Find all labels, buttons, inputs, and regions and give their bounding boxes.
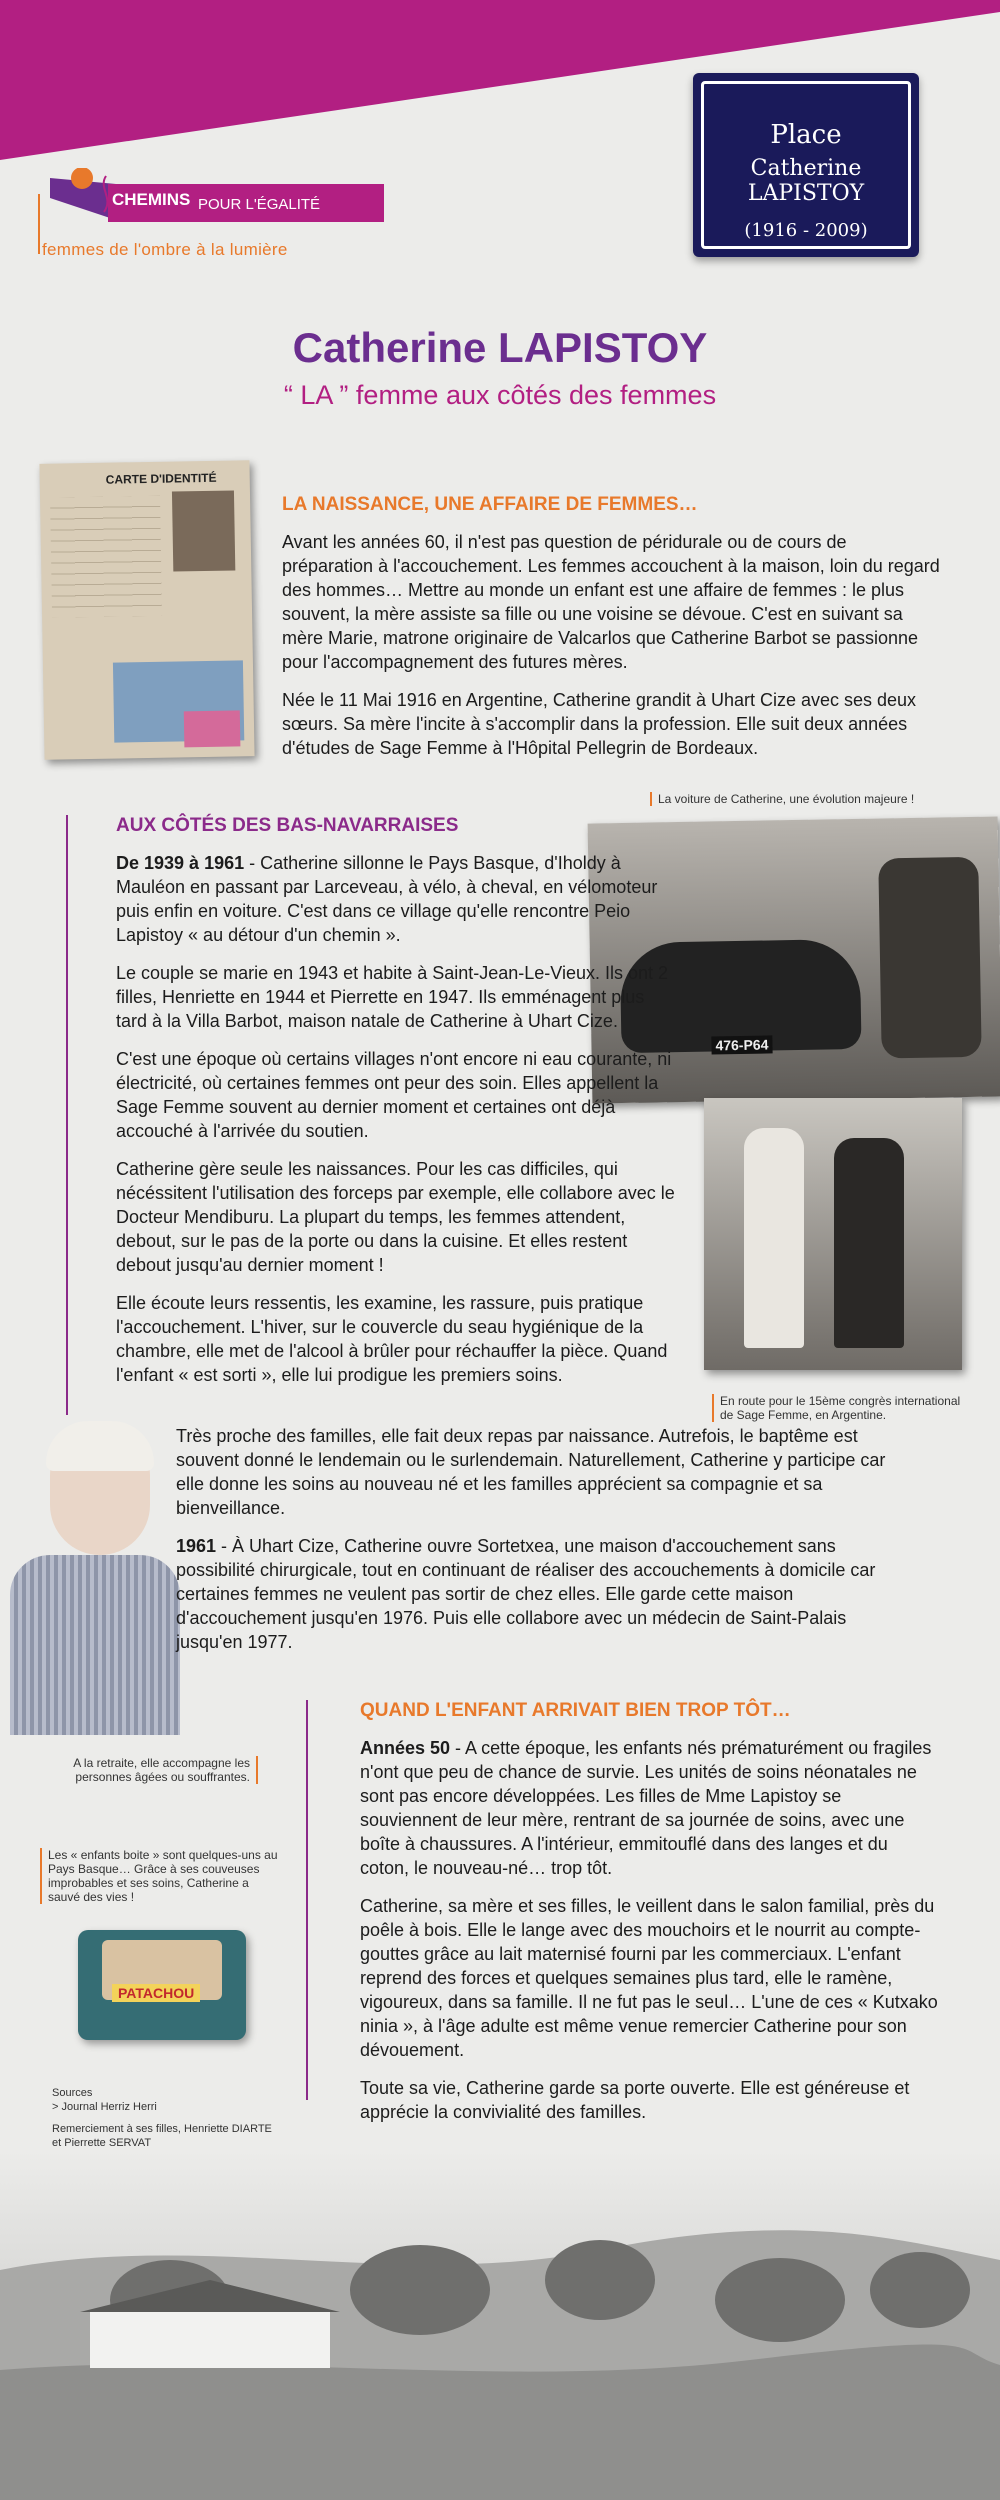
section2-p7: [176, 1534, 906, 1654]
section-birth-p2: Née le 11 Mai 1916 en Argentine, Catherine grandit à Uhart Cize avec ses deux sœurs. Sa mère l'incite à s'accomplir dans la profession. Elle suit deux années d'études de Sage Femme à l'Hôpital Pellegrin de Bordeaux.: [282, 690, 917, 758]
section2-p1-text: - Catherine sillonne le Pays Basque, d'Iholdy à Mauléon en passant par Larceveau, à vélo, à cheval, en vélomoteur puis enfin en voiture. C'est dans ce village qu'elle rencontre Peio Lapistoy « au détour d'un chemin ».: [116, 853, 658, 945]
landscape-image: [0, 2150, 1000, 2500]
section-birth: [282, 494, 942, 774]
box-label: PATACHOU: [112, 1984, 200, 2002]
logo-chemins: CHEMINS: [112, 190, 191, 209]
caption-portrait: A la retraite, elle accompagne les personnes âgées ou souffrantes.: [60, 1756, 258, 1784]
section3-p1: [360, 1736, 940, 1880]
section2-p7-bold: 1961: [176, 1536, 217, 1556]
congress-photo: [704, 1098, 962, 1370]
portrait-hair: [46, 1421, 154, 1471]
sign-line-2: Catherine LAPISTOY: [747, 156, 865, 206]
sign-line-3: (1916 - 2009): [744, 220, 868, 241]
section3-p3: Toute sa vie, Catherine garde sa porte ouverte. Elle est généreuse et apprécie la convivialité des familles.: [360, 2078, 910, 2122]
section3-heading: QUAND L'ENFANT ARRIVAIT BIEN TROP TÔT…: [360, 1700, 791, 1721]
section2-p5: Elle écoute leurs ressentis, les examine, les rassure, puis pratique l'accouchement. L'hiver, sur le couvercle du seau hygiénique de la chambre, elle met de l'alcool à brûler pour réchauffer la pièce. Quand l'enfant « est sorti », elle lui prodigue les premiers soins.: [116, 1293, 668, 1385]
woman-left: [744, 1128, 804, 1348]
woman-right: [834, 1138, 904, 1348]
caption-congress: En route pour le 15ème congrès international de Sage Femme, en Argentine.: [712, 1394, 970, 1422]
section3-p1-text: - A cette époque, les enfants nés prématurément ou fragiles n'ont que peu de chance de survie. Les unités de soins néonatales ne sont pas encore développées. Les filles de Mme Lapistoy se souviennent de leur mère, rentrant de sa journée de soins, avec une boîte à chaussures. A l'intérieur, emmitouflé dans des langes et du coton, le nouveau-né… trop tôt.: [360, 1738, 932, 1878]
caption-box: Les « enfants boite » sont quelques-uns au Pays Basque… Grâce à ses couveuses improbables et ses soins, Catherine a sauvé des vies !: [40, 1848, 280, 1904]
sign-line-1: Place: [770, 120, 842, 150]
page-title: Catherine LAPISTOY: [292, 324, 708, 371]
portrait-body: [10, 1555, 180, 1735]
section-bas-navarraises: [116, 815, 676, 1401]
id-card-pink-stamp: [184, 710, 241, 747]
section2-p2: Le couple se marie en 1943 et habite à Saint-Jean-Le-Vieux. Ils ont 2 filles, Henriette en 1944 et Pierrette en 1947. Ils emménagent plus tard à la Villa Barbot, maison natale de Catherine à Uhart Cize.: [116, 963, 669, 1031]
car-plate: 476-P64: [711, 1035, 772, 1054]
section-birth-heading: LA NAISSANCE, UNE AFFAIRE DE FEMMES…: [282, 494, 698, 515]
section-birth-p1: Avant les années 60, il n'est pas question de péridurale ou de cours de préparation à l'accouchement. Les femmes accouchent à la maison, loin du regard des hommes… Mettre au monde un enfant est une affaire de femmes : le plus souvent, la mère assiste sa fille ou une voisine se dévoue. C'est en suivant sa mère Marie, matrone originaire de Valcarlos que Catherine Barbot se passionne pour l'accompagnement des futures mères.: [282, 532, 940, 672]
id-card-image: [39, 460, 254, 760]
sources-title: Sources: [52, 2087, 93, 2099]
id-card-heading: CARTE D'IDENTITÉ: [105, 470, 217, 487]
sources-item: > Journal Herriz Herri: [52, 2101, 157, 2113]
people-figures: [878, 857, 981, 1059]
section3-p1-bold: Années 50: [360, 1738, 451, 1758]
section3-rule: [306, 1700, 308, 2100]
section2-rule: [66, 815, 68, 1415]
caption-car: La voiture de Catherine, une évolution majeure !: [650, 792, 958, 806]
sources: [52, 2086, 272, 2150]
section2-p4: Catherine gère seule les naissances. Pour les cas difficiles, qui nécéssitent l'utilisation des forceps par exemple, elle collabore avec le Docteur Mendiburu. La plupart du temps, les femmes attendent, debout, sur le pas de la porte ou dans la cuisine. Et elles restent debout jusqu'au dernier moment !: [116, 1159, 675, 1275]
section2-continued: [176, 1424, 906, 1668]
logo-tagline: femmes de l'ombre à la lumière: [42, 240, 288, 259]
section2-p1-bold: De 1939 à 1961: [116, 853, 245, 873]
logo-accent-line: [38, 194, 40, 254]
id-card-lines: [50, 496, 162, 618]
logo-pour: POUR L'ÉGALITÉ: [198, 196, 321, 213]
section2-p1: [116, 851, 676, 947]
section2-heading: AUX CÔTÉS DES BAS-NAVARRAISES: [116, 815, 459, 836]
section2-p7-text: - À Uhart Cize, Catherine ouvre Sortetxea, une maison d'accouchement sans possibilité chirurgicale, tout en continuant de réaliser des accouchements à domicile car certaines femmes ne veulent pas sortir de chez elles. Elle garde cette maison d'accouchement jusqu'en 1976. Puis elle collabore avec un médecin de Saint-Palais jusqu'en 1977.: [176, 1536, 876, 1652]
section3-p2: Catherine, sa mère et ses filles, le veillent dans le salon familial, près du poêle à bois. Elle le lange avec des mouchoirs et le nourrit au compte-gouttes grâce au lait maternisé fourni par les commerciaux. L'enfant reprend des forces et quelques semaines plus tard, elle le ramène, vigoureux, dans sa famille. Il ne fut pas le seul… L'une de ces « Kutxako ninia », à l'âge adulte est même venue remercier Catherine pour son dévouement.: [360, 1896, 938, 2060]
section2-p6: Très proche des familles, elle fait deux repas par naissance. Autrefois, le baptême est souvent donné le lendemain ou le surlendemain. Naturellement, Catherine y participe car elle donne les soins au nouveau né et les familles apprécient sa compagnie et sa bienveillance.: [176, 1426, 886, 1518]
chemins-logo: [38, 150, 368, 260]
sources-thanks: Remerciement à ses filles, Henriette DIARTE et Pierrette SERVAT: [52, 2123, 272, 2149]
page-subtitle: “ LA ” femme aux côtés des femmes: [283, 380, 717, 410]
section2-p3: C'est une époque où certains villages n'ont encore ni eau courante, ni électricité, où certaines femmes ont peur des soin. Elles appellent la Sage Femme souvent au dernier moment et certaines ont déjà accouché à l'arrivée du soutien.: [116, 1049, 672, 1141]
street-sign: [693, 73, 919, 257]
id-card-photo: [172, 490, 235, 571]
patachou-box-image: [78, 1930, 246, 2040]
section-premature: [360, 1700, 940, 2138]
